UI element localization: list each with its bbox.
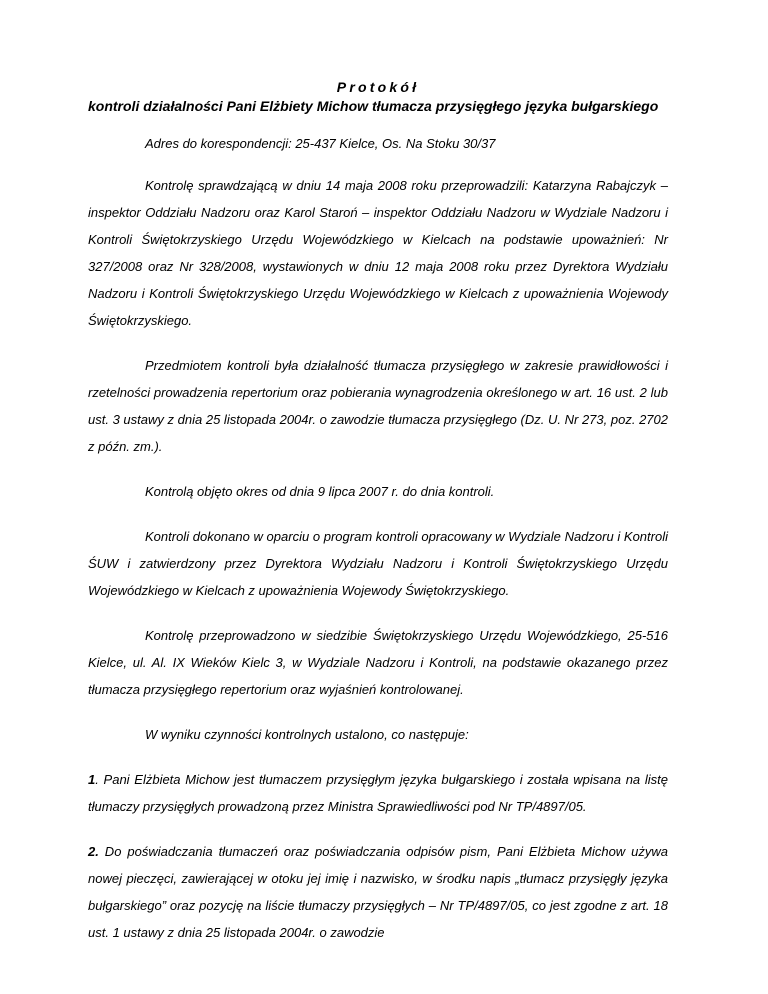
document-subtitle: kontroli działalności Pani Elżbiety Michow tłumacza przysięgłego języka bułgarskiego xyxy=(88,98,659,114)
paragraph-period: Kontrolą objęto okres od dnia 9 lipca 2007 r. do dnia kontroli. xyxy=(145,484,495,499)
document-page xyxy=(88,78,668,946)
paragraph-location: Kontrolę przeprowadzono w siedzibie Świętokrzyskiego Urzędu Wojewódzkiego, 25-516 Kielce, ul. Al. IX Wieków Kielc 3, w Wydziale Nadzoru i Kontroli, na podstawie okazanego przez tłumacza przysięgłego repertorium oraz wyjaśnień kontrolowanej. xyxy=(88,628,668,697)
paragraph-findings-intro: W wyniku czynności kontrolnych ustalono, co następuje: xyxy=(145,727,469,742)
finding-1-text: . Pani Elżbieta Michow jest tłumaczem przysięgłym języka bułgarskiego i została wpisana na listę tłumaczy przysięgłych prowadzoną przez Ministra Sprawiedliwości pod Nr TP/4897/05. xyxy=(88,772,668,814)
finding-2-text: Do poświadczania tłumaczeń oraz poświadczania odpisów pism, Pani Elżbieta Michow używa nowej pieczęci, zawierającej w otoku jej imię i nazwisko, w środku napis „tłumacz przysięgły języka bułgarskiego” oraz pozycję na liście tłumaczy przysięgłych – Nr TP/4897/05, co jest zgodne z art. 18 ust. 1 ustawy z dnia 25 listopada 2004r. o zawodzie xyxy=(88,844,668,940)
paragraph-program: Kontroli dokonano w oparciu o program kontroli opracowany w Wydziale Nadzoru i Kontroli ŚUW i zatwierdzony przez Dyrektora Wydziału Nadzoru i Kontroli Świętokrzyskiego Urzędu Wojewódzkiego w Kielcach z upoważnienia Wojewody Świętokrzyskiego. xyxy=(88,529,668,598)
paragraph-inspection-team: Kontrolę sprawdzającą w dniu 14 maja 2008 roku przeprowadzili: Katarzyna Rabajczyk – inspektor Oddziału Nadzoru oraz Karol Staroń – inspektor Oddziału Nadzoru w Wydziale Nadzoru i Kontroli Świętokrzyskiego Urzędu Wojewódzkiego w Kielcach na podstawie upoważnień: Nr 327/2008 oraz Nr 328/2008, wystawionych w dniu 12 maja 2008 roku przez Dyrektora Wydziału Nadzoru i Kontroli Świętokrzyskiego Urzędu Wojewódzkiego w Kielcach z upoważnienia Wojewody Świętokrzyskiego. xyxy=(88,178,668,328)
document-title: Protokół xyxy=(336,79,420,95)
finding-1-number: 1 xyxy=(88,772,96,787)
paragraph-subject: Przedmiotem kontroli była działalność tłumacza przysięgłego w zakresie prawidłowości i rzetelności prowadzenia repertorium oraz pobierania wynagrodzenia określonego w art. 16 ust. 2 lub ust. 3 ustawy z dnia 25 listopada 2004r. o zawodzie tłumacza przysięgłego (Dz. U. Nr 273, poz. 2702 z późn. zm.). xyxy=(88,358,668,454)
finding-2-number: 2. xyxy=(88,844,99,859)
finding-2 xyxy=(88,838,668,946)
finding-1 xyxy=(88,766,668,820)
correspondence-address: Adres do korespondencji: 25-437 Kielce, Os. Na Stoku 30/37 xyxy=(145,136,496,151)
